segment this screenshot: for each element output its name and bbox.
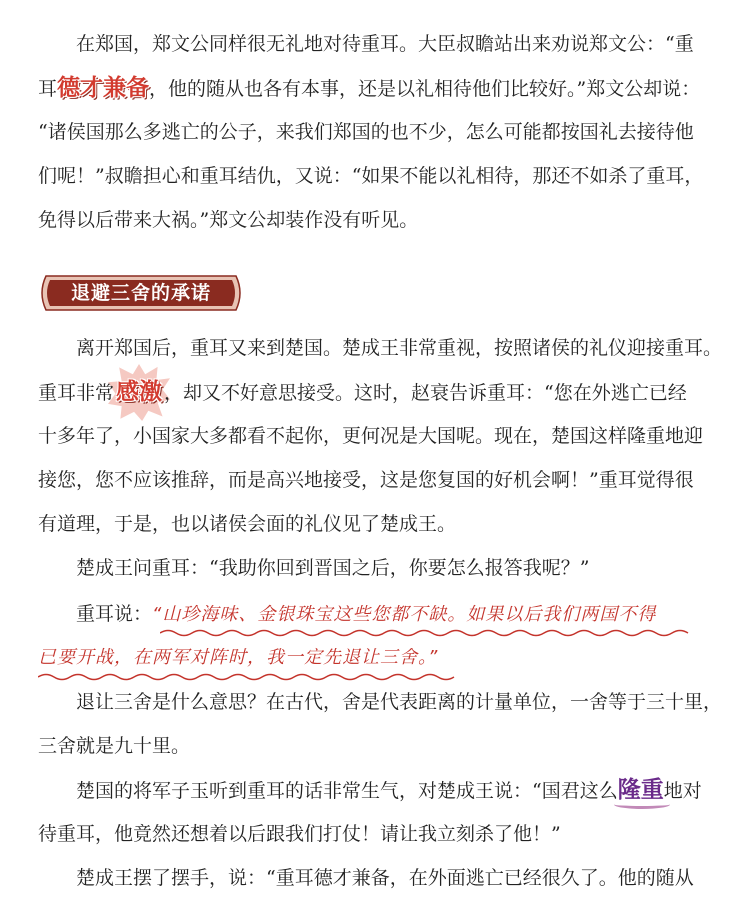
highlight-word: 德才兼备 <box>57 75 150 101</box>
section-heading <box>38 272 244 314</box>
section-title: 退避三舍的承诺 <box>70 282 211 304</box>
paragraph-line: 在郑国，郑文公同样很无礼地对待重耳。大臣叔瞻站出来劝说郑文公：“重 <box>76 33 694 55</box>
paragraph-5 <box>38 680 723 768</box>
paragraph-line: 离开郑国后，重耳又来到楚国。楚成王非常重视，按照诸侯的礼仪迎接重耳。 <box>76 337 723 359</box>
paragraph-3 <box>38 546 694 590</box>
wavy-underline <box>160 628 690 638</box>
paragraph-line: 十多年了，小国家大多都看不起你，更何况是大国呢。现在，楚国这样隆重地迎 <box>38 425 704 447</box>
burst-highlight <box>114 370 164 415</box>
paragraph-line: 有道理，于是，也以诸侯会面的礼仪见了楚成王。 <box>38 513 457 535</box>
paragraph-line: “诸侯国那么多逃亡的公子，来我们郑国的也不少，怎么可能都按国礼去接待他 <box>38 121 694 143</box>
handwritten-quote: 已要开战，在两军对阵时，我一定先退让三舍。” <box>38 647 439 668</box>
paragraph-line <box>38 66 701 110</box>
handwritten-quote: “山珍海味、金银珠宝这些您都不缺。如果以后我们两国不得 <box>152 604 657 625</box>
paragraph-line: 楚成王摆了摆手，说：“重耳德才兼备，在外面逃亡已经很久了。他的随从 <box>76 867 694 889</box>
text-segment: ，他的随从也各有本事，还是以礼相待他们比较好。”郑文公却说： <box>149 78 701 100</box>
paragraph-2 <box>38 326 723 546</box>
paragraph-line <box>38 768 702 812</box>
paragraph-line <box>38 370 694 414</box>
paragraph-line: 待重耳，他竟然还想着以后跟我们打仗！请让我立刻杀了他！” <box>38 823 561 845</box>
paragraph-line: 们呢！”叔瞻担心和重耳结仇，又说：“如果不能以礼相待，那还不如杀了重耳， <box>38 165 704 187</box>
paragraph-7 <box>38 856 694 900</box>
paragraph-line: 楚成王问重耳：“我助你回到晋国之后，你要怎么报答我呢？” <box>76 557 590 579</box>
highlight-word: 隆重 <box>617 777 664 803</box>
highlight-word: 感激 <box>116 379 163 405</box>
paragraph-line: 接您，您不应该推辞，而是高兴地接受，这是您复国的好机会啊！”重耳觉得很 <box>38 469 694 491</box>
text-segment: ，却又不好意思接受。这时，赵衰告诉重耳：“您在外逃亡已经 <box>164 382 687 404</box>
paragraph-line: 三舍就是九十里。 <box>38 735 191 757</box>
text-segment: 地对 <box>663 780 702 802</box>
paragraph-line: 退让三舍是什么意思？在古代，舍是代表距离的计量单位，一舍等于三十里， <box>76 691 723 713</box>
paragraph-6 <box>38 768 702 856</box>
text-segment: 楚国的将军子玉听到重耳的话非常生气，对楚成王说：“国君这么 <box>76 780 618 802</box>
paragraph-1 <box>38 22 704 242</box>
text-segment: 重耳非常 <box>38 382 115 404</box>
text-segment: 耳 <box>38 78 58 100</box>
paragraph-line: 免得以后带来大祸。”郑文公却装作没有听见。 <box>38 209 419 231</box>
speaker-label: 重耳说： <box>76 603 153 625</box>
